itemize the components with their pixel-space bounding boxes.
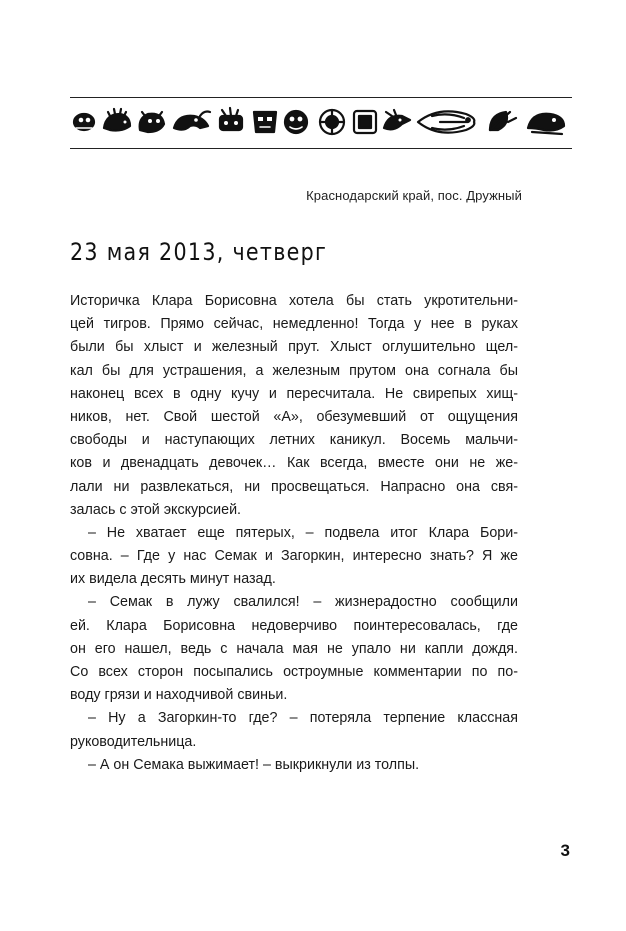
- text-line: совна. – Где у нас Семак и Загоркин, интересно знать? Я же: [70, 548, 518, 565]
- fish-glyph-icon: [418, 111, 474, 132]
- text-line: цей тигров. Прямо сейчас, немедленно! Тогда у нее в руках: [70, 316, 518, 333]
- text-line: руководительница.: [70, 733, 197, 750]
- face-glyph-icon: [285, 111, 307, 133]
- text-line: ков и двенадцать девочек… Как всегда, вместе они не же-: [70, 455, 518, 472]
- text-line: – А он Семака выжимает! – выкрикнули из толпы.: [88, 756, 420, 773]
- text-line: он его нашел, ведь с начала мая не упало ни капли дождя.: [70, 640, 518, 657]
- text-line: – Не хватает еще пятерых, – подвела итог Клара Бори-: [88, 524, 518, 541]
- skull-glyph-icon: [74, 114, 94, 130]
- text-line: – Семак в лужу свалился! – жизнерадостно сообщили: [88, 594, 518, 611]
- panel-glyph-icon: [354, 111, 376, 133]
- text-line: были бы хлыст и железный прут. Хлыст оглушительно щел-: [70, 339, 518, 356]
- bird-glyph-icon: [384, 110, 410, 129]
- text-line: ей. Клара Борисовна недоверчиво поинтересовалась, где: [70, 617, 518, 634]
- text-line: свободы и наступающих летних каникул. Восемь мальчи-: [70, 432, 518, 449]
- date-heading: 23 мая 2013, четверг: [70, 238, 328, 266]
- text-line: Со всех сторон посыпались остроумные комментарии по по-: [70, 664, 518, 680]
- text-line: лали ни развлекаться, ни просвещаться. Напрасно она свя-: [70, 478, 518, 495]
- hedgehog-glyph-icon: [104, 109, 130, 131]
- ornament-strip: [70, 98, 572, 147]
- text-line: кал бы для устрашения, а железным прутом она согнала бы: [70, 362, 518, 379]
- text-line: наконец всех в одну кучу и пересчитала. Не свирепых хищ-: [70, 385, 518, 402]
- feathered-glyph-icon: [220, 108, 242, 130]
- text-line: воду грязи и находчивой свиньи.: [70, 687, 288, 704]
- page-number: 3: [560, 841, 570, 860]
- text-line: ников, нет. Свой шестой «А», обезумевший от ощущения: [70, 408, 518, 425]
- text-line: Историчка Клара Борисовна хотела бы стать укротительни-: [70, 293, 518, 309]
- dragon-glyph-icon: [174, 112, 210, 130]
- text-line: их видела десять минут назад.: [70, 571, 276, 588]
- serpent-glyph-icon: [528, 114, 564, 134]
- leaf-glyph-icon: [490, 112, 516, 130]
- sun-wheel-glyph-icon: [320, 110, 344, 134]
- beast-glyph-icon: [140, 112, 164, 132]
- body-text: [70, 290, 518, 777]
- location-line: Краснодарский край, пос. Дружный: [306, 188, 522, 203]
- text-line: залась с этой экскурсией.: [70, 501, 242, 518]
- text-line: – Ну а Загоркин-то где? – потеряла терпение классная: [88, 710, 518, 727]
- mask-glyph-icon: [254, 112, 276, 132]
- ornament-band: [70, 97, 572, 149]
